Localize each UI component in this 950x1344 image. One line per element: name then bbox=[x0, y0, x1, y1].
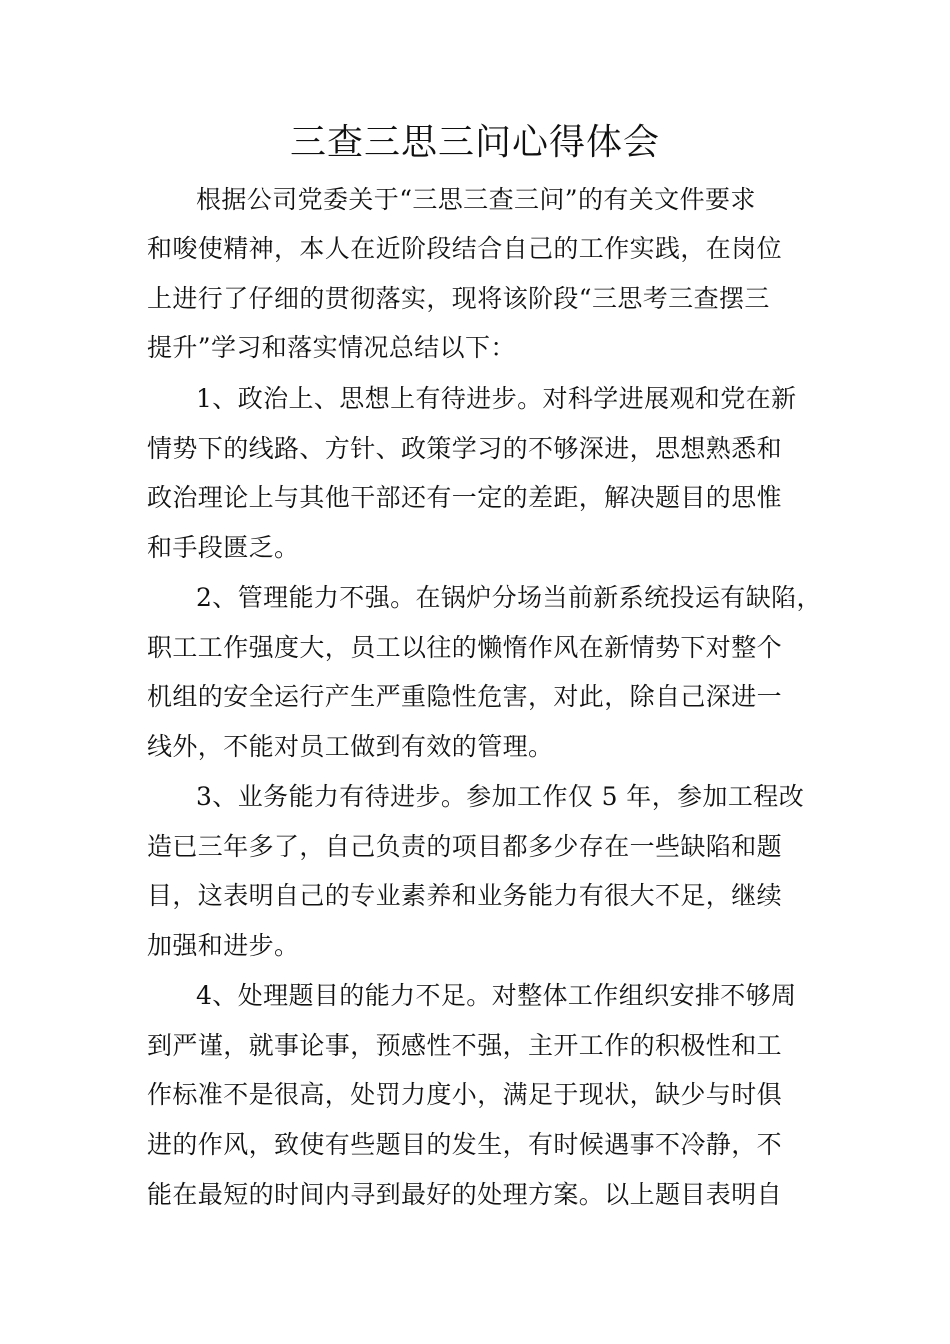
text-line: 上进行了仔细的贯彻落实，现将该阶段“三思考三查摆三 bbox=[147, 284, 770, 313]
text-line: 1、政治上、思想上有待进步。对科学进展观和党在新 bbox=[196, 384, 797, 413]
text-line: 职工工作强度大，员工以往的懒惰作风在新情势下对整个 bbox=[147, 633, 783, 662]
text-line: 进的作风，致使有些题目的发生，有时候遇事不冷静，不 bbox=[147, 1130, 783, 1159]
text-line: 和唆使精神，本人在近阶段结合自己的工作实践，在岗位 bbox=[147, 234, 783, 263]
text-line: 目，这表明自己的专业素养和业务能力有很大不足，继续 bbox=[147, 881, 783, 910]
text-line: 机组的安全运行产生严重隐性危害，对此，除自己深进一 bbox=[147, 682, 783, 711]
text-line: 3、业务能力有待进步。参加工作仅 5 年，参加工程改 bbox=[196, 782, 805, 811]
text-line: 到严谨，就事论事，预感性不强，主开工作的积极性和工 bbox=[147, 1031, 783, 1060]
text-line: 根据公司党委关于“三思三查三问”的有关文件要求 bbox=[196, 185, 756, 214]
text-line: 4、处理题目的能力不足。对整体工作组织安排不够周 bbox=[196, 981, 797, 1010]
text-line: 加强和进步。 bbox=[147, 931, 300, 960]
text-line: 作标准不是很高，处罚力度小，满足于现状，缺少与时俱 bbox=[147, 1080, 783, 1109]
text-line: 造已三年多了，自己负责的项目都多少存在一些缺陷和题 bbox=[147, 832, 783, 861]
text-line: 线外，不能对员工做到有效的管理。 bbox=[147, 732, 554, 761]
document-title: 三查三思三问心得体会 bbox=[289, 122, 660, 163]
text-line: 情势下的线路、方针、政策学习的不够深进，思想熟悉和 bbox=[147, 434, 783, 463]
text-line: 2、管理能力不强。在锅炉分场当前新系统投运有缺陷， bbox=[196, 583, 822, 612]
text-line: 和手段匮乏。 bbox=[147, 533, 300, 562]
text-line: 提升”学习和落实情况总结以下： bbox=[147, 333, 516, 362]
text-line: 政治理论上与其他干部还有一定的差距，解决题目的思惟 bbox=[147, 483, 783, 512]
text-line: 能在最短的时间内寻到最好的处理方案。以上题目表明自 bbox=[147, 1180, 783, 1209]
